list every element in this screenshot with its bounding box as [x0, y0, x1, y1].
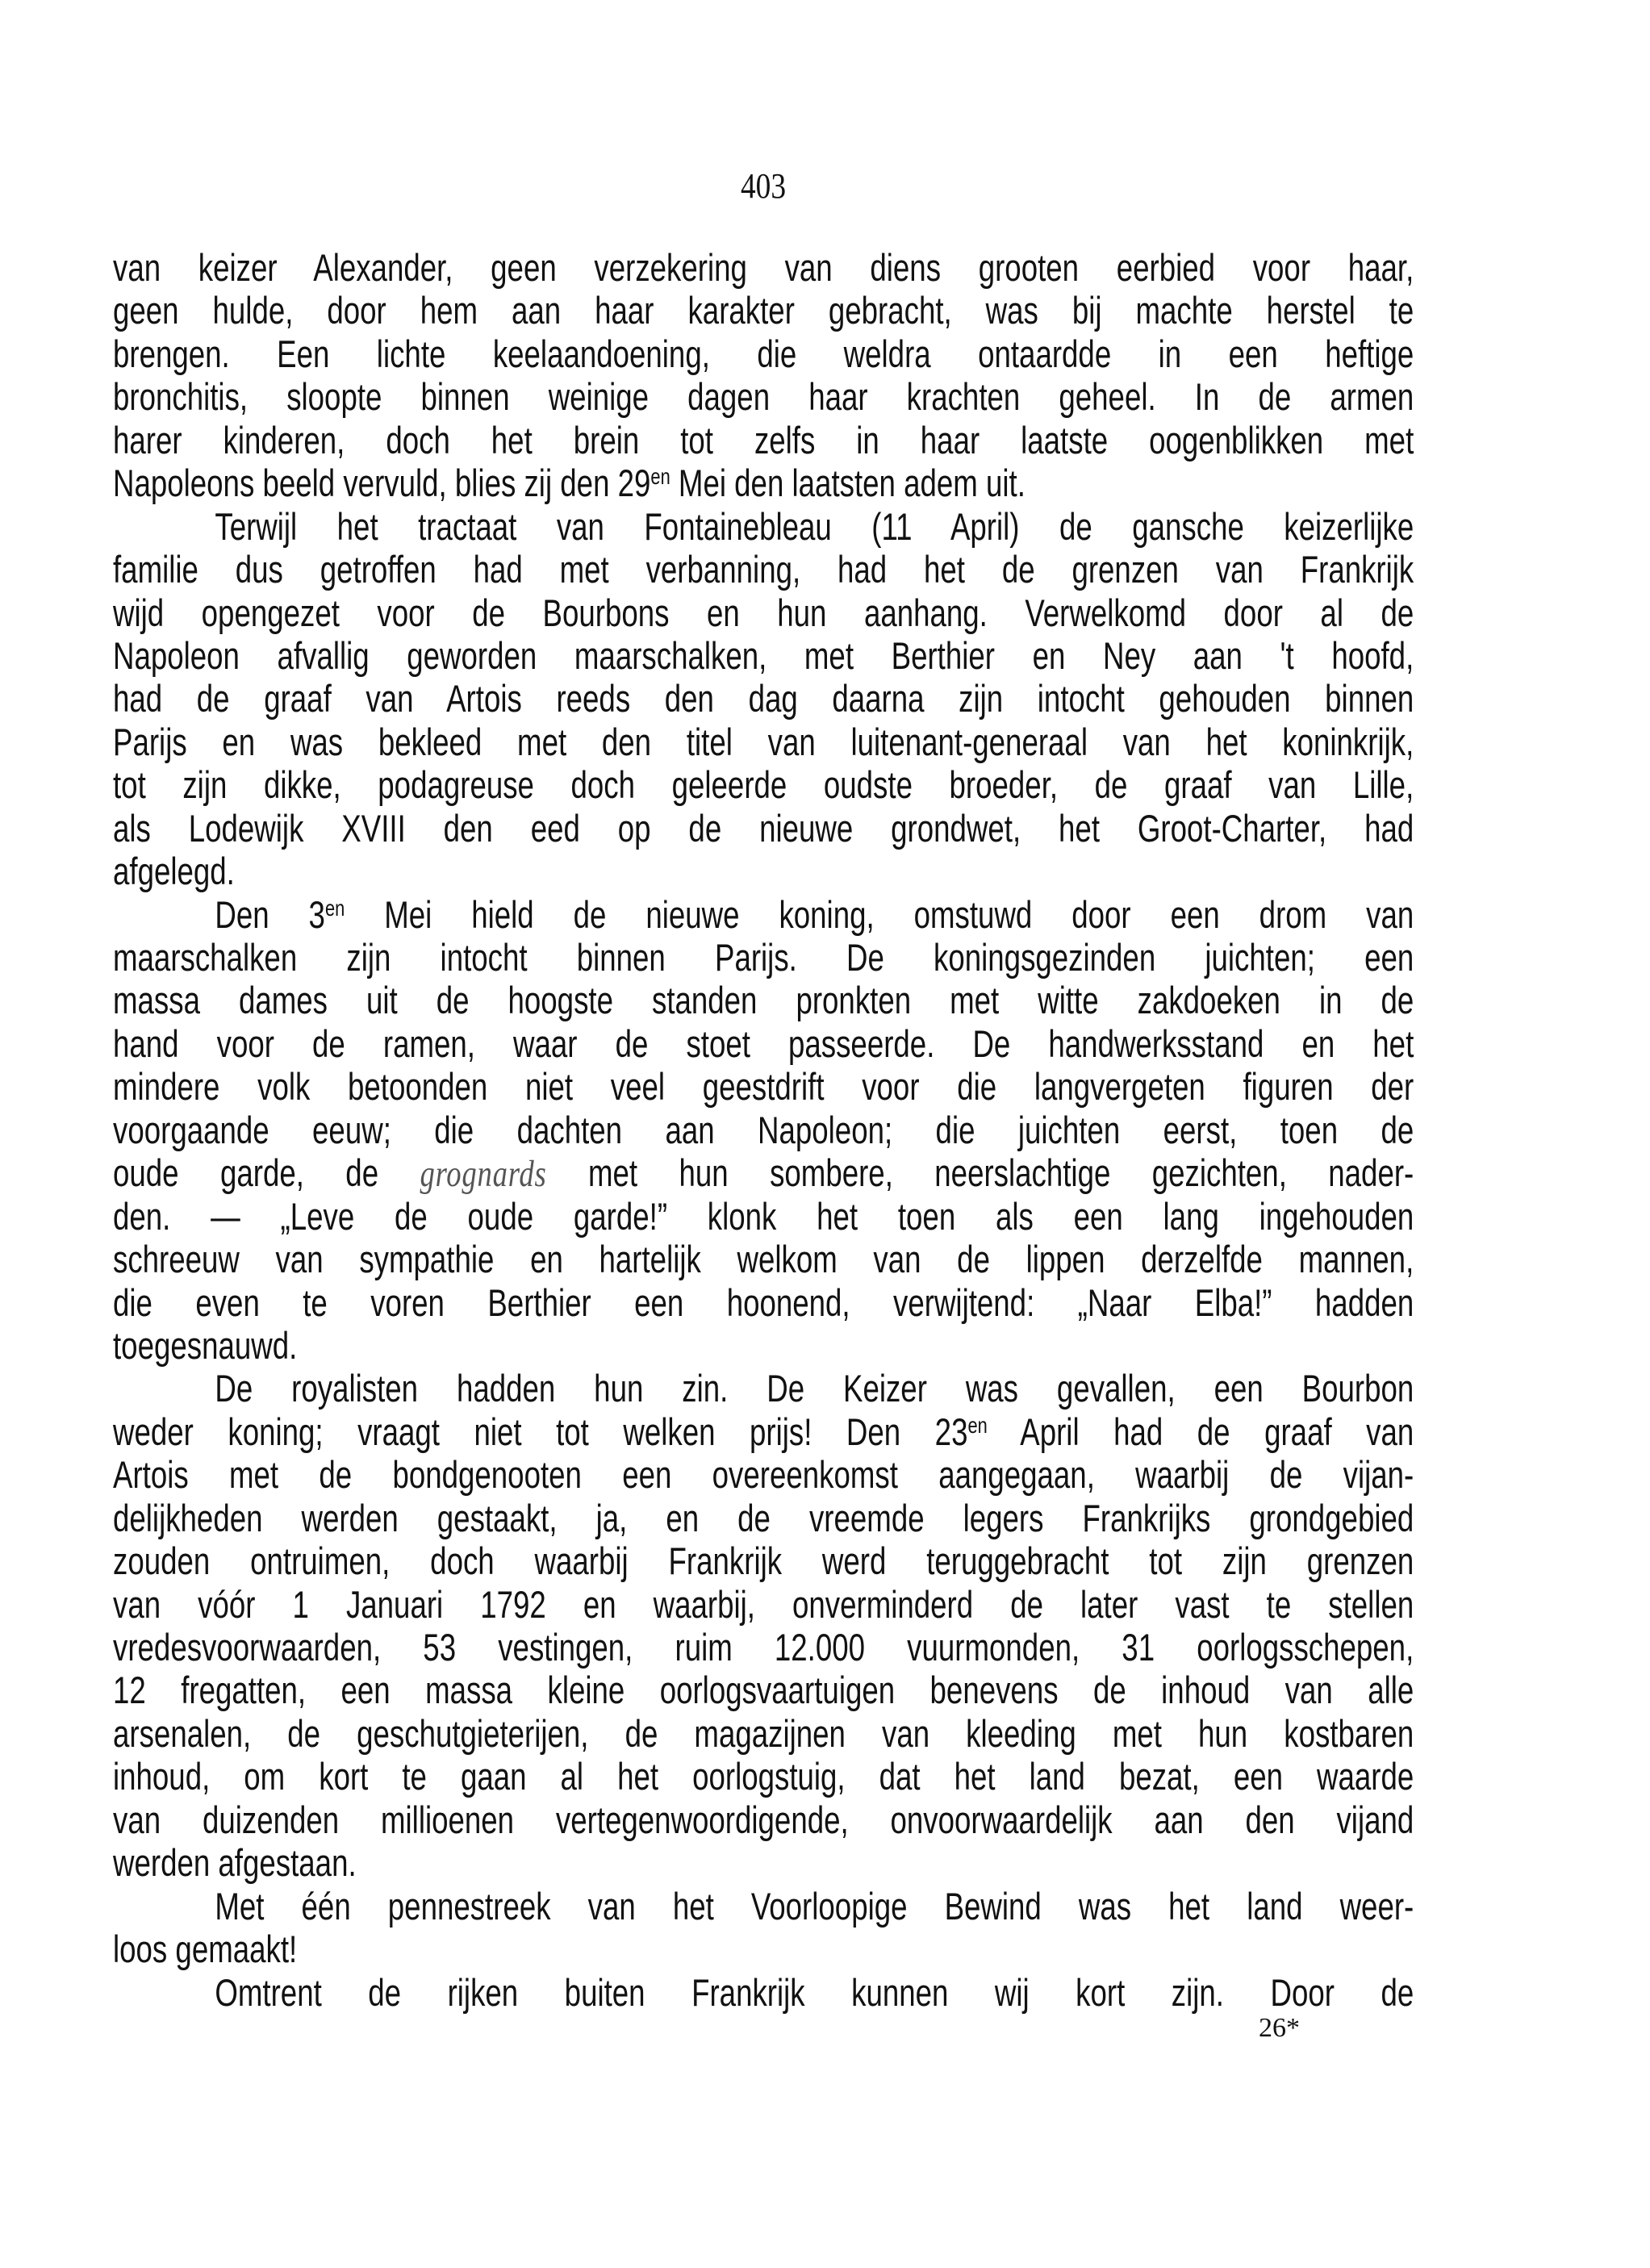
text-segment: van vóór 1 Januari 1792 en waarbij, onverminderd de later vast te stellen	[113, 1582, 1414, 1626]
text-segment: Mei hield de nieuwe koning, omstuwd door een drom van	[345, 892, 1414, 936]
text-segment: Den 3	[215, 892, 325, 936]
text-line	[113, 979, 1414, 1021]
text-line	[113, 850, 1414, 892]
text-line	[113, 1928, 1414, 1970]
page-number: 403	[740, 166, 787, 206]
text-line	[113, 548, 1414, 591]
text-segment: als Lodewijk XVIII den eed op de nieuwe grondwet, het Groot-Charter, had	[113, 806, 1414, 850]
text-line	[113, 1755, 1414, 1798]
text-segment: toegesnauwd.	[113, 1323, 298, 1367]
text-line	[113, 1367, 1414, 1410]
text-segment: Artois met de bondgenooten een overeenkomst aangegaan, waarbij de vijan-	[113, 1453, 1414, 1497]
text-line	[113, 505, 1414, 548]
text-line	[113, 1281, 1414, 1324]
text-line	[113, 246, 1414, 289]
text-line	[113, 1885, 1414, 1928]
text-segment: massa dames uit de hoogste standen pronkten met witte zakdoeken in de	[113, 979, 1414, 1022]
text-segment: geen hulde, door hem aan haar karakter gebracht, was bij machte herstel te	[113, 289, 1414, 332]
text-segment: weder koning; vraagt niet tot welken prijs! Den 23	[113, 1410, 968, 1453]
text-line	[113, 807, 1414, 850]
text-segment: Met één pennestreek van het Voorloopige Bewind was het land weer-	[215, 1884, 1414, 1928]
text-line	[113, 1841, 1414, 1884]
text-line	[113, 720, 1414, 763]
text-line	[113, 634, 1414, 677]
text-line	[113, 677, 1414, 720]
text-segment: afgelegd.	[113, 850, 235, 893]
text-line	[113, 1583, 1414, 1626]
text-segment: familie dus getroffen had met verbanning, had het de grenzen van Frankrijk	[113, 548, 1414, 591]
text-line	[113, 1626, 1414, 1669]
superscript: en	[967, 1412, 988, 1438]
text-line	[113, 1195, 1414, 1238]
text-line	[113, 1022, 1414, 1065]
text-segment: delijkheden werden gestaakt, ja, en de vreemde legers Frankrijks grondgebied	[113, 1496, 1414, 1539]
text-line	[113, 1669, 1414, 1711]
superscript: en	[324, 895, 345, 921]
text-line	[113, 1109, 1414, 1151]
text-segment: Terwijl het tractaat van Fontainebleau (11 April) de gansche keizerlijke	[215, 504, 1414, 548]
text-segment: wijd opengezet voor de Bourbons en hun aanhang. Verwelkomd door al de	[113, 591, 1414, 634]
text-segment: 12 fregatten, een massa kleine oorlogsvaartuigen benevens de inhoud van alle	[113, 1669, 1414, 1712]
paragraph	[113, 246, 1414, 505]
text-segment: Mei den laatsten adem uit.	[670, 462, 1026, 505]
text-segment: met hun sombere, neerslachtige gezichten, nader-	[546, 1151, 1414, 1195]
superscript: en	[650, 464, 670, 490]
text-segment: voorgaande eeuw; die dachten aan Napoleon; die juichten eerst, toen de	[113, 1108, 1414, 1151]
text-segment: mindere volk betoonden niet veel geestdrift voor die langvergeten figuren der	[113, 1065, 1414, 1109]
text-line	[113, 1065, 1414, 1108]
text-line	[113, 893, 1414, 936]
text-segment: bronchitis, sloopte binnen weinige dagen haar krachten geheel. In de armen	[113, 375, 1414, 419]
body-text	[113, 246, 1414, 2014]
text-segment: loos gemaakt!	[113, 1928, 298, 1971]
text-segment: maarschalken zijn intocht binnen Parijs. De koningsgezinden juichten; een	[113, 936, 1414, 979]
text-line	[113, 1410, 1414, 1453]
text-line	[113, 1539, 1414, 1582]
text-segment: oude garde, de	[113, 1151, 420, 1195]
text-segment: Napoleons beeld vervuld, blies zij den 29	[113, 462, 651, 505]
text-line	[113, 1712, 1414, 1755]
paragraph	[113, 1885, 1414, 1971]
text-segment: van duizenden millioenen vertegenwoordigende, onvoorwaardelijk aan den vijand	[113, 1798, 1414, 1841]
text-segment: De royalisten hadden hun zin. De Keizer was gevallen, een Bourbon	[215, 1367, 1414, 1410]
text-line	[113, 1497, 1414, 1539]
text-line	[113, 591, 1414, 634]
text-line	[113, 289, 1414, 332]
text-segment: vredesvoorwaarden, 53 vestingen, ruim 12.000 vuurmonden, 31 oorlogsschepen,	[113, 1626, 1414, 1669]
text-segment: arsenalen, de geschutgieterijen, de magazijnen van kleeding met hun kostbaren	[113, 1711, 1414, 1755]
text-line	[113, 332, 1414, 375]
text-segment: schreeuw van sympathie en hartelijk welkom van de lippen derzelfde mannen,	[113, 1238, 1414, 1281]
text-segment: van keizer Alexander, geen verzekering van diens grooten eerbied voor haar,	[113, 246, 1414, 289]
text-segment: inhoud, om kort te gaan al het oorlogstuig, dat het land bezat, een waarde	[113, 1755, 1414, 1798]
text-segment: den. — „Leve de oude garde!” klonk het toen als een lang ingehouden	[113, 1194, 1414, 1238]
paragraph	[113, 1971, 1414, 2014]
text-line	[113, 1238, 1414, 1280]
paragraph	[113, 505, 1414, 893]
text-line	[113, 419, 1414, 462]
paragraph	[113, 1367, 1414, 1884]
text-segment: Omtrent de rijken buiten Frankrijk kunnen wij kort zijn. Door de	[215, 1970, 1414, 2014]
text-segment: Napoleon afvallig geworden maarschalken, met Berthier en Ney aan 't hoofd,	[113, 633, 1414, 677]
text-segment: tot zijn dikke, podagreuse doch geleerde oudste broeder, de graaf van Lille,	[113, 763, 1414, 807]
text-segment: had de graaf van Artois reeds den dag daarna zijn intocht gehouden binnen	[113, 677, 1414, 720]
text-segment: werden afgestaan.	[113, 1841, 357, 1885]
text-line	[113, 1453, 1414, 1496]
text-segment: hand voor de ramen, waar de stoet passeerde. De handwerksstand en het	[113, 1021, 1414, 1065]
text-segment: Parijs en was bekleed met den titel van luitenant-generaal van het koninkrijk,	[113, 720, 1414, 763]
text-line	[113, 763, 1414, 806]
italic-term: grognards	[420, 1153, 547, 1196]
text-segment: zouden ontruimen, doch waarbij Frankrijk werd teruggebracht tot zijn grenzen	[113, 1539, 1414, 1583]
text-line	[113, 1798, 1414, 1841]
signature-mark: 26*	[1259, 2013, 1300, 2043]
text-line	[113, 1324, 1414, 1367]
text-segment: April had de graaf van	[987, 1410, 1414, 1453]
text-line	[113, 1151, 1414, 1194]
text-segment: die even te voren Berthier een hoonend, verwijtend: „Naar Elba!” hadden	[113, 1280, 1414, 1324]
paragraph	[113, 893, 1414, 1368]
text-line	[113, 375, 1414, 418]
text-line	[113, 462, 1414, 504]
text-segment: harer kinderen, doch het brein tot zelfs in haar laatste oogenblikken met	[113, 418, 1414, 462]
text-line	[113, 936, 1414, 979]
text-line	[113, 1971, 1414, 2014]
text-segment: brengen. Een lichte keelaandoening, die weldra ontaardde in een heftige	[113, 332, 1414, 375]
